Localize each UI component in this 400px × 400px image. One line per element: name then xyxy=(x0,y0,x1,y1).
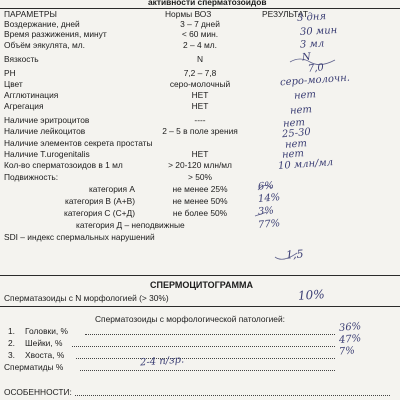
patho-label: Головки, % xyxy=(25,326,68,336)
result-handwritten: нет xyxy=(293,89,317,102)
ink-stroke xyxy=(290,59,335,65)
row-label: Воздержание, дней xyxy=(4,19,80,29)
row-label: Агрегация xyxy=(4,101,44,111)
result-handwritten: 3% xyxy=(257,205,275,218)
row-norm: НЕТ xyxy=(191,101,209,111)
row-label: Наличие лейкоцитов xyxy=(4,126,86,136)
result-handwritten: 7,0 xyxy=(307,62,325,75)
row-label: Время разжижения, минут xyxy=(4,29,107,39)
ink-stroke xyxy=(255,212,267,216)
row-label: Наличие эритроцитов xyxy=(4,115,90,125)
row-norm: 3 – 7 дней xyxy=(180,19,220,29)
motility-norm: не менее 50% xyxy=(172,196,228,206)
row-label: Агглютинация xyxy=(4,90,59,100)
patho-result: 2-4 п/зр. xyxy=(139,354,185,369)
row-norm: N xyxy=(196,54,204,64)
result-handwritten: 25-30 xyxy=(281,126,312,141)
header-title-fragment: активности сперматозоидов xyxy=(148,0,267,7)
ink-stroke xyxy=(258,185,272,190)
row-norm: 2 – 5 в поле зрения xyxy=(162,126,238,136)
patho-num: 2. xyxy=(8,338,15,348)
morph-label: Сперматазоиды с N морфологией (> 30%) xyxy=(4,293,169,303)
row-label: PH xyxy=(4,68,16,78)
row-norm: 7,2 – 7,8 xyxy=(183,68,217,78)
sdi-result: 1,5 xyxy=(285,247,304,262)
result-handwritten: 3 дня xyxy=(296,10,327,25)
row-norm: НЕТ xyxy=(191,149,209,159)
motility-label: категория С (С+Д) xyxy=(63,208,135,218)
row-norm: > 50% xyxy=(188,172,212,182)
row-label: Наличие T.urogenitalis xyxy=(4,149,90,159)
row-norm: 2 – 4 мл. xyxy=(183,40,217,50)
sdi-label: SDI – индекс спермальных нарушений xyxy=(4,232,155,242)
col-header-params: ПАРАМЕТРЫ xyxy=(4,9,57,19)
result-handwritten: 6% xyxy=(257,180,275,193)
patho-result: 47% xyxy=(338,333,362,346)
result-handwritten: 30 мин xyxy=(299,25,338,38)
patho-label: Шейки, % xyxy=(25,338,63,348)
motility-norm: не менее 25% xyxy=(172,184,228,194)
row-label: Кол-во сперматозоидов в 1 мл xyxy=(4,160,123,170)
col-header-result: РЕЗУЛЬТАТ xyxy=(262,9,309,19)
patho-num: 3. xyxy=(8,350,15,360)
spermo-title: СПЕРМОЦИТОГРАММА xyxy=(150,280,253,290)
result-handwritten: N xyxy=(301,51,312,64)
result-handwritten: 3 мл xyxy=(299,38,325,51)
patho-result: 7% xyxy=(338,345,356,358)
result-handwritten: нет xyxy=(284,138,308,151)
patho-label: Сперматиды % xyxy=(4,362,64,372)
row-norm: НЕТ xyxy=(191,90,209,100)
row-norm: < 60 мин. xyxy=(181,29,219,39)
result-handwritten: нет xyxy=(282,117,306,130)
result-handwritten: нет xyxy=(289,104,313,117)
result-handwritten: 77% xyxy=(257,218,281,231)
result-handwritten: 10 млн/мл xyxy=(277,157,334,172)
patho-title: Сперматозоиды с морфологической патологией: xyxy=(95,314,285,324)
row-label: Объём эякулята, мл. xyxy=(4,40,85,50)
features-label: ОСОБЕННОСТИ: xyxy=(4,387,72,397)
result-handwritten: серо-молочн. xyxy=(279,72,351,89)
patho-label: Хвоста, % xyxy=(25,350,65,360)
ink-stroke xyxy=(275,253,297,259)
patho-result: 36% xyxy=(338,321,362,334)
row-norm: серо-молочный xyxy=(169,79,231,89)
motility-label: категория Д – неподвижные xyxy=(76,220,185,230)
row-norm: > 20-120 млн/мл xyxy=(168,160,232,170)
row-label: Цвет xyxy=(4,79,23,89)
patho-num: 1. xyxy=(8,326,15,336)
result-handwritten: 14% xyxy=(257,192,281,205)
row-label: Подвижность: xyxy=(4,172,59,182)
result-handwritten: нет xyxy=(281,148,305,161)
motility-norm: не более 50% xyxy=(172,208,228,218)
row-label: Наличие элементов секрета простаты xyxy=(4,138,153,148)
col-header-norms: Нормы ВОЗ xyxy=(165,9,212,19)
morph-result: 10% xyxy=(297,287,326,303)
motility-label: категория А xyxy=(88,184,135,194)
row-norm: ---- xyxy=(194,115,206,125)
row-label: Вязкость xyxy=(4,54,39,64)
motility-label: категория В (А+В) xyxy=(64,196,135,206)
